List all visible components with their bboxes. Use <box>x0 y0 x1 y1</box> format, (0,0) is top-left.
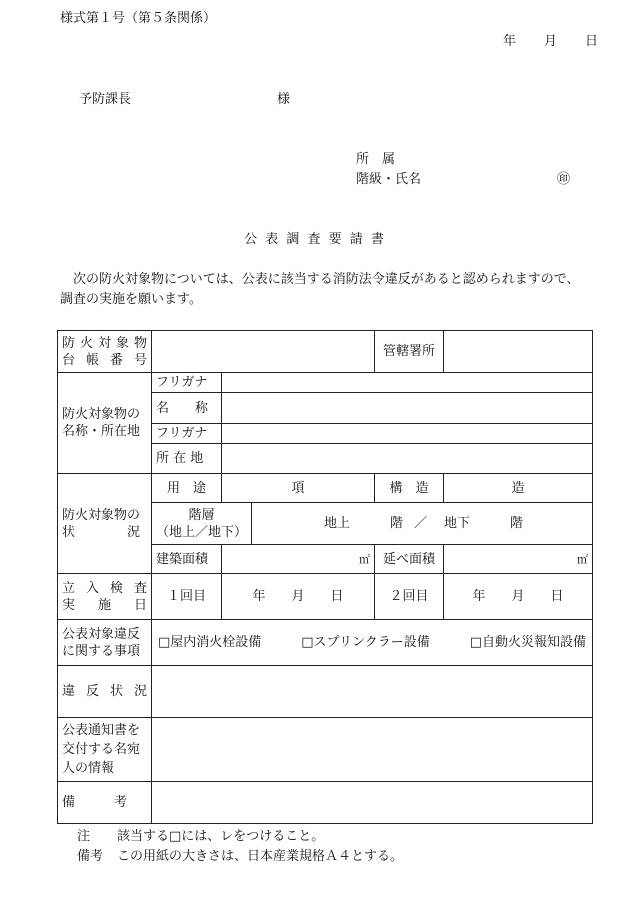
notice-label-line2: 交付する名宛 <box>62 742 141 757</box>
inspection-label <box>58 574 152 620</box>
violation-matters-label-line1: 公表対象違反 <box>62 626 141 642</box>
status-label-line1: 防火対象物の <box>62 507 141 523</box>
violation-matters-row <box>58 620 593 666</box>
name-furigana-label: フリガナ <box>152 373 222 393</box>
floors-label-line1: 階層 <box>188 507 215 523</box>
name-address-label <box>58 373 152 474</box>
note-text: 該当する□には、レをつけること。 <box>117 829 325 844</box>
total-floor-area-label: 延べ面積 <box>375 545 444 574</box>
addressee-title: 予防課長 <box>79 92 132 107</box>
second-inspection-date[interactable]: 年 月 日 <box>444 574 593 620</box>
use-row <box>58 474 593 503</box>
note-label: 注 <box>77 829 91 844</box>
name-label: 名 称 <box>152 393 222 424</box>
form-number: 様式第１号（第５条関係） <box>60 11 217 26</box>
addressee-honorific: 様 <box>277 92 291 107</box>
floor-unit-above: 階 <box>390 515 404 531</box>
first-inspection-label: １回目 <box>152 574 222 620</box>
date-year-label: 年 <box>503 34 517 49</box>
second-inspection-label: ２回目 <box>375 574 444 620</box>
remark-label: 備考 <box>77 849 104 864</box>
floors-label <box>152 503 252 545</box>
violation-status-label <box>58 666 152 718</box>
notice-label-line3: 人の情報 <box>62 761 115 776</box>
above-ground-label: 地上 <box>324 515 351 531</box>
name-address-label-line2: 名称・所在地 <box>62 424 141 439</box>
intro-line-2: 調査の実施を願います。 <box>60 292 202 307</box>
floor-unit-below: 階 <box>510 515 524 531</box>
notice-label-line1: 公表通知書を <box>62 723 141 738</box>
date-month-label: 月 <box>544 34 558 49</box>
inspection-label-line2: 実施日 <box>62 597 147 613</box>
first-inspection-date[interactable]: 年 月 日 <box>222 574 375 620</box>
area-unit-total: ㎡ <box>577 552 588 566</box>
below-ground-label: 地下 <box>444 515 471 531</box>
option-fire-alarm-checkbox[interactable]: □自動火災報知設備 <box>469 635 586 650</box>
structure-label: 構 造 <box>375 474 444 503</box>
notice-recipient-field[interactable] <box>152 718 593 782</box>
sender-affiliation-label: 所 属 <box>356 152 396 167</box>
address-field[interactable] <box>222 444 593 474</box>
name-address-label-line1: 防火対象物の <box>62 407 141 422</box>
violation-matters-label-line2: に関する事項 <box>62 643 141 659</box>
violation-status-label-text: 違反状況 <box>62 684 147 699</box>
ledger-label-line2: 台帳番号 <box>62 352 147 368</box>
option-indoor-hydrant-checkbox[interactable]: □屋内消火栓設備 <box>158 635 262 650</box>
seal-mark: ㊞ <box>557 172 571 187</box>
use-field[interactable] <box>222 474 375 503</box>
violation-matters-label <box>58 620 152 666</box>
address-furigana-field[interactable] <box>222 424 593 444</box>
ledger-number-field[interactable] <box>152 331 375 373</box>
status-label <box>58 474 152 574</box>
date-day-label: 日 <box>585 34 599 49</box>
structure-field[interactable] <box>444 474 593 503</box>
name-field[interactable] <box>222 393 593 424</box>
address-furigana-label: フリガナ <box>152 424 222 444</box>
structure-unit: 造 <box>511 480 525 496</box>
ledger-label-line1: 防火対象物 <box>62 335 147 351</box>
violation-options <box>152 620 593 666</box>
station-field[interactable] <box>444 331 593 373</box>
floors-field[interactable] <box>252 503 593 545</box>
ledger-number-label <box>58 331 152 373</box>
building-area-field[interactable] <box>222 545 375 574</box>
notice-recipient-label <box>58 718 152 782</box>
remark-text: この用紙の大きさは、日本産業規格Ａ４とする。 <box>117 849 404 864</box>
request-form-table <box>57 330 593 824</box>
status-label-line2: 状 況 <box>62 524 141 540</box>
floors-label-line2: （地上／地下） <box>155 524 247 540</box>
violation-status-row <box>58 666 593 718</box>
remarks-label: 備 考 <box>58 782 152 824</box>
address-label: 所 在 地 <box>152 444 222 474</box>
inspection-label-line1: 立入検査 <box>62 580 147 596</box>
name-furigana-row <box>58 373 593 393</box>
sender-name-label: 階級・氏名 <box>356 172 422 187</box>
total-floor-area-field[interactable] <box>444 545 593 574</box>
area-unit-building: ㎡ <box>359 552 370 566</box>
option-sprinkler-checkbox[interactable]: □スプリンクラー設備 <box>301 635 430 650</box>
use-unit: 項 <box>291 480 305 496</box>
building-area-label: 建築面積 <box>152 545 222 574</box>
violation-status-field[interactable] <box>152 666 593 718</box>
document-title: 公 表 調 査 要 請 書 <box>244 232 386 247</box>
ledger-row <box>58 331 593 373</box>
remarks-row <box>58 782 593 824</box>
inspection-row <box>58 574 593 620</box>
remarks-field[interactable] <box>152 782 593 824</box>
floor-separator: ／ <box>414 515 428 531</box>
use-label: 用 途 <box>152 474 222 503</box>
name-furigana-field[interactable] <box>222 373 593 393</box>
intro-line-1: 次の防火対象物については、公表に該当する消防法令違反があると認められますので、 <box>73 272 580 287</box>
notice-recipient-row <box>58 718 593 782</box>
station-label: 管轄署所 <box>375 331 444 373</box>
